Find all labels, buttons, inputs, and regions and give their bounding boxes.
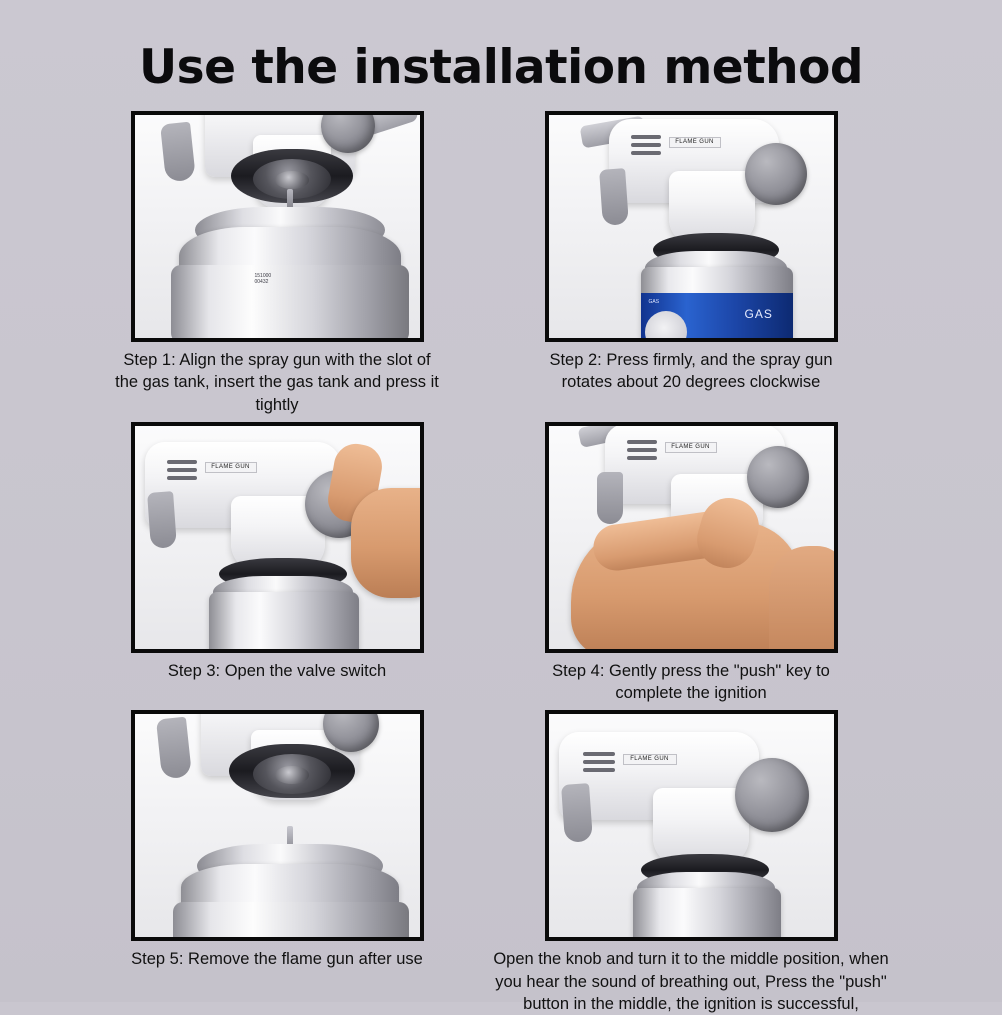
- gas-tank: [633, 888, 781, 941]
- step-image-1: 151000 00432: [131, 111, 424, 342]
- valve-knob: [735, 758, 809, 832]
- product-label: FLAME GUN: [205, 462, 257, 473]
- step-cell-6: [491, 710, 891, 1015]
- step-image-6: [545, 710, 838, 941]
- valve-knob: [745, 143, 807, 205]
- step-image-3: [131, 422, 424, 653]
- step-cell-2: [491, 111, 891, 416]
- hand: [351, 488, 424, 598]
- step-cell-5: [111, 710, 443, 1015]
- step-cell-4: [491, 422, 891, 705]
- step-image-4: [545, 422, 838, 653]
- valve-knob: [747, 446, 809, 508]
- step-caption-6: Open the knob and turn it to the middle position, when you hear the sound of breathing out, Press the "push" button in the middle, the ignition is successful,: [493, 950, 889, 1013]
- steps-grid: [111, 111, 891, 1015]
- step-caption-1: Step 1: Align the spray gun with the slot of the gas tank, insert the gas tank and press it tightly: [115, 351, 439, 414]
- step-cell-1: [111, 111, 443, 416]
- product-label: FLAME GUN: [665, 442, 717, 453]
- page-title: Use the installation method: [138, 40, 864, 95]
- step-image-2: FLAME GUN GAS GAS: [545, 111, 838, 342]
- step-cell-3: [111, 422, 443, 705]
- step-caption-5: Step 5: Remove the flame gun after use: [131, 950, 423, 969]
- product-label: FLAME GUN: [623, 754, 677, 765]
- step-caption-3: Step 3: Open the valve switch: [167, 661, 387, 680]
- step-image-5: [131, 710, 424, 941]
- step-caption-4: Step 4: Gently press the "push" key to complete the ignition: [552, 661, 830, 703]
- gas-tank: [209, 592, 359, 653]
- step-caption-2: Step 2: Press firmly, and the spray gun rotates about 20 degrees clockwise: [549, 351, 833, 392]
- product-label: FLAME GUN: [669, 137, 721, 148]
